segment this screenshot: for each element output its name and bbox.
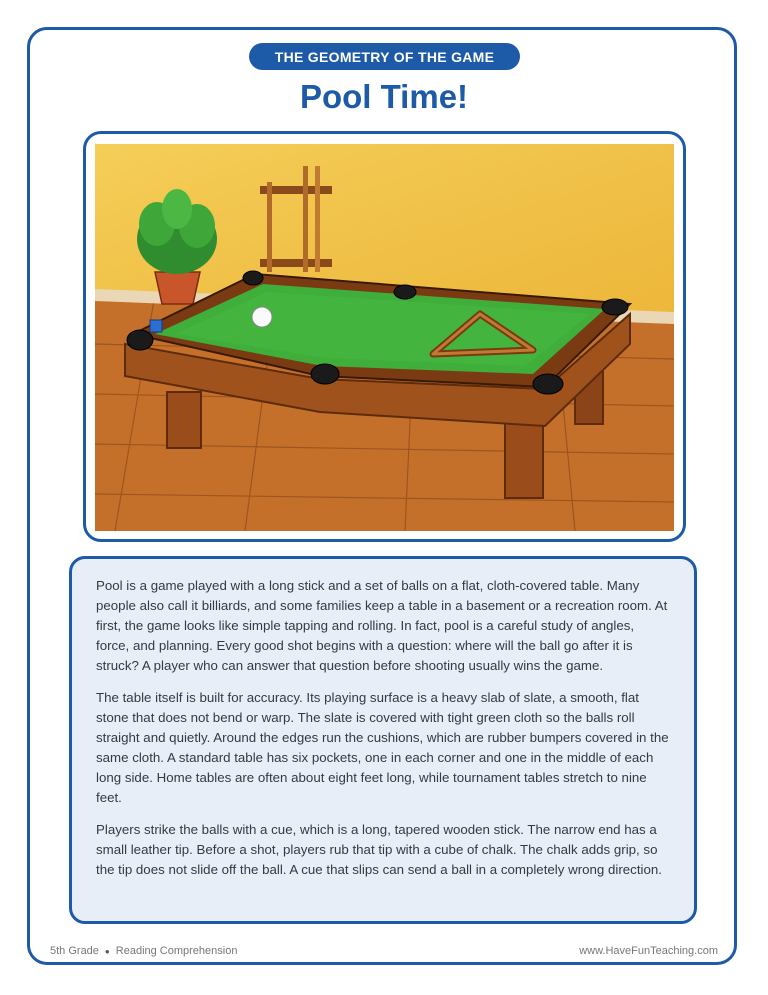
bullet-dot-icon: ● — [104, 946, 110, 956]
subtitle-text: THE GEOMETRY OF THE GAME — [274, 48, 495, 65]
pool-table-illustration-icon — [95, 144, 674, 531]
page-title: Pool Time! — [299, 78, 469, 115]
reading-passage — [69, 556, 697, 924]
paragraph-2: The table itself is built for accuracy. Its playing surface is a heavy slab of slate, a smooth, flat stone that does not bend or warp. The slate is covered with tight green cloth so the balls roll straight and quietly. Around the edges run the cushions, which are rubber bumpers covered in the same cloth. A standard table has six pockets, one in each corner and one in the middle of each long side. Home tables are often about eight feet long, while tournament tables stretch to nine feet. — [96, 690, 669, 805]
footer-left — [50, 945, 237, 957]
paragraph-1: Pool is a game played with a long stick and a set of balls on a flat, cloth-covered table. Many people also call it billiards, and some families keep a table in a basement or a recreation room. At first, the game looks like simple tapping and rolling. In fact, pool is a careful study of angles, force, and planning. Every good shot begins with a question: where will the ball go after it is struck? A player who can answer that question before shooting usually wins the game. — [96, 578, 668, 673]
footer-grade: 5th Grade — [50, 945, 99, 957]
paragraph-3: Players strike the balls with a cue, which is a long, tapered wooden stick. The narrow end has a small leather tip. Before a shot, players rub that tip with a cube of chalk. The chalk adds grip, so the tip does not slide off the ball. A cue that slips can send a ball in a completely wrong direction. — [96, 822, 662, 877]
footer-subject: Reading Comprehension — [115, 945, 238, 957]
subtitle-pill — [249, 43, 520, 70]
chalk-cube-icon — [150, 320, 162, 332]
cue-ball-icon — [252, 307, 272, 327]
pool-table-illustration — [95, 144, 674, 531]
footer-website: www.HaveFunTeaching.com — [579, 945, 718, 957]
